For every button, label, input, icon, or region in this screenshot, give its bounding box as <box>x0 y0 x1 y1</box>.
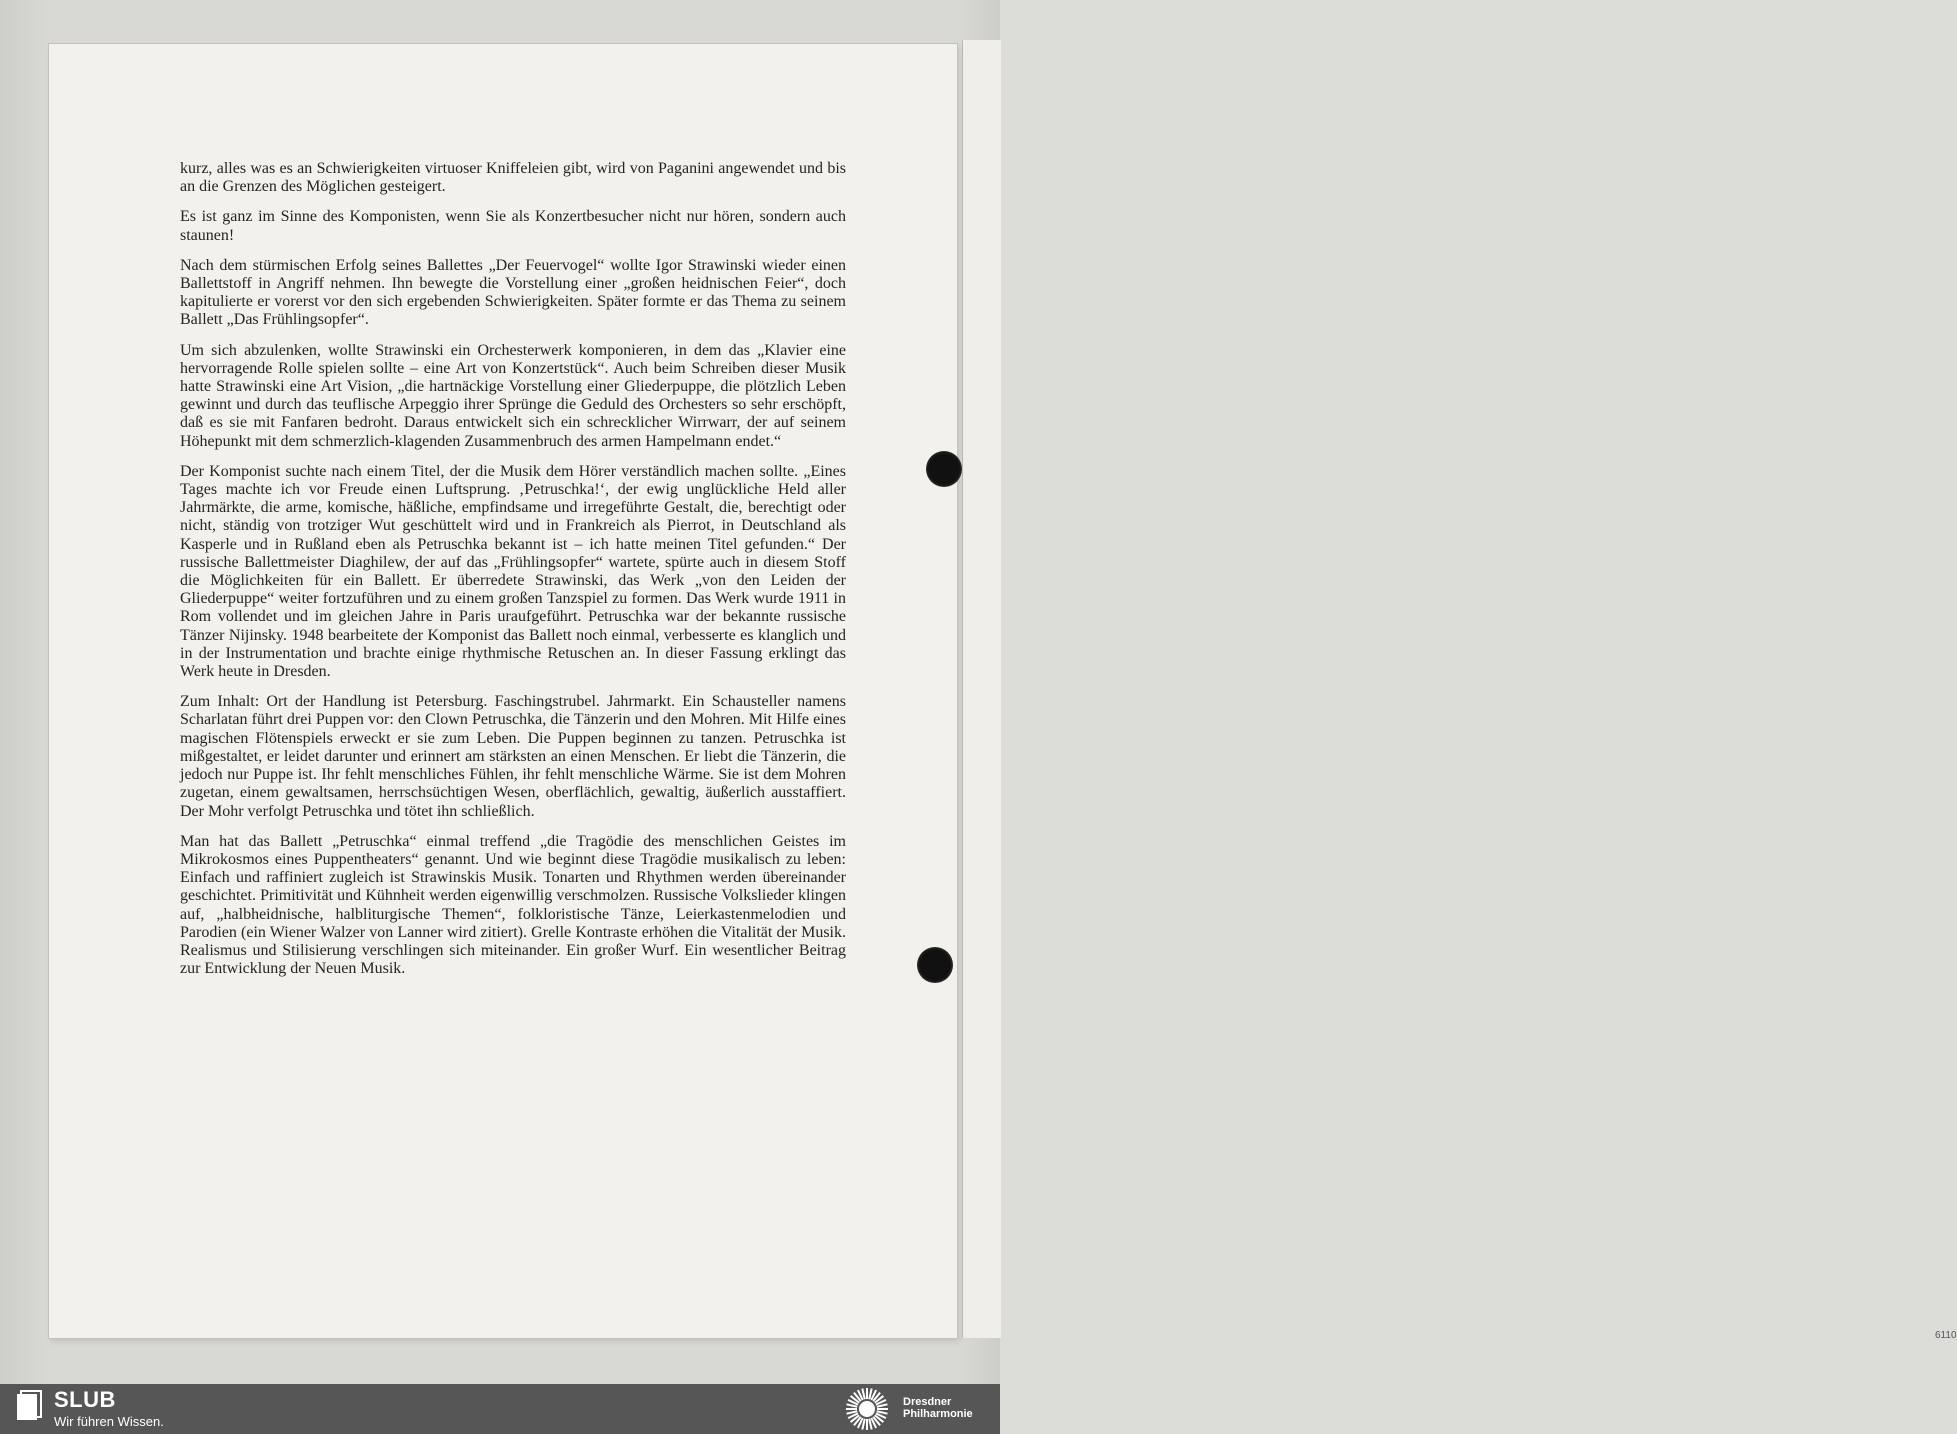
paragraph: Der Komponist suchte nach einem Titel, der die Musik dem Hörer verständlich machen sollte. „Eines Tages machte ich vor Freude einen Luftsprung. ‚Petruschka!‘, der ewig unglückliche Held aller Jahrmärkte, die arme, komische, häßliche, empfindsame und irregeführte Gestalt, die, berechtigt oder nicht, ständig von trotziger Wut geschüttelt wird und in Frankreich als Pierrot, in Deutschland als Kasperle und in Rußland eben als Petruschka bekannt ist – ich hatte meinen Titel gefunden.“ Der russische Ballettmeister Diaghilew, der auf das „Frühlingsopfer“ wartete, spürte auch in diesem Stoff die Möglichkeiten für ein Ballett. Er überredete Strawinski, das Werk „von den Leiden der Gliederpuppe“ weiter fortzuführen und zu einem großen Tanzspiel zu formen. Das Werk wurde 1911 in Rom vollendet und im gleichen Jahre in Paris uraufgeführt. Petruschka war der bekannte russische Tänzer Nijinsky. 1948 bearbeitete der Komponist das Ballett noch einmal, verbesserte es klanglich und in der Instrumentation und brachte einige rhythmische Retuschen an. In dieser Fassung erklingt das Werk heute in Dresden. <box>180 462 846 681</box>
page-number: 6110 <box>1935 1330 1957 1341</box>
paragraph: kurz, alles was es an Schwierigkeiten virtuoser Kniffeleien gibt, wird von Paganini angewendet und bis an die Grenzen des Möglichen gesteigert. <box>180 160 846 196</box>
slub-tagline: Wir führen Wissen. <box>54 1414 164 1429</box>
philharmonie-name-line2: Philharmonie <box>903 1408 973 1420</box>
slub-name[interactable]: SLUB <box>54 1387 116 1412</box>
body-text <box>180 160 846 990</box>
punch-hole <box>926 451 962 487</box>
footer-bar <box>0 1384 1000 1434</box>
punch-hole <box>917 947 953 983</box>
next-page-edge <box>962 40 1957 1341</box>
philharmonie-name[interactable] <box>903 1396 973 1420</box>
sunburst-logo-icon[interactable] <box>843 1386 891 1432</box>
paragraph: Man hat das Ballett „Petruschka“ einmal treffend „die Tragödie des menschlichen Geistes im Mikrokosmos eines Puppentheaters“ genannt. Und wie beginnt diese Tragödie musikalisch zu leben: Einfach und raffiniert zugleich ist Strawinskis Musik. Tonarten und Rhythmen werden übereinander geschichtet. Primitivität und Kühnheit werden eigenwillig verschmolzen. Russische Volkslieder klingen auf, „halbheidnische, halbliturgische Themen“, folkloristische Tänze, Leierkastenmelodien und Parodien (ein Wiener Walzer von Lanner wird zitiert). Grelle Kontraste erhöhen die Vitalität der Musik. Realismus und Stilisierung verschlingen sich miteinander. Ein großer Wurf. Ein wesentlicher Beitrag zur Entwicklung der Neuen Musik. <box>180 832 846 978</box>
paragraph: Es ist ganz im Sinne des Komponisten, wenn Sie als Konzertbesucher nicht nur hören, sondern auch staunen! <box>180 208 846 244</box>
philharmonie-name-line1: Dresdner <box>903 1396 952 1408</box>
paragraph: Zum Inhalt: Ort der Handlung ist Petersburg. Faschingstrubel. Jahrmarkt. Ein Schausteller namens Scharlatan führt drei Puppen vor: den Clown Petruschka, die Tänzerin und den Mohren. Mit Hilfe eines magischen Flötenspiels erweckt er sie zum Leben. Die Puppen beginnen zu tanzen. Petruschka ist mißgestaltet, er leidet darunter und erinnert am stärksten an einen Menschen. Er liebt die Tänzerin, die jedoch nur Puppe ist. Ihr fehlt menschliches Fühlen, ihr fehlt menschliche Wärme. Sie ist dem Mohren zugetan, einem gewaltsamen, herrschsüchtigen Wesen, oberflächlich, gewaltig, äußerlich ausstaffiert. Der Mohr verfolgt Petruschka und tötet ihn schließlich. <box>180 693 846 820</box>
slub-book-icon[interactable] <box>12 1390 44 1422</box>
paragraph: Um sich abzulenken, wollte Strawinski ein Orchesterwerk komponieren, in dem das „Klavier eine hervorragende Rolle spielen sollte – eine Art von Konzertstück“. Auch beim Schreiben dieser Musik hatte Strawinski eine Art Vision, „die hartnäckige Vorstellung einer Gliederpuppe, die plötzlich Leben gewinnt und durch das teuflische Arpeggio ihrer Sprünge die Geduld des Orchesters so sehr erschöpft, daß es sie mit Fanfaren bedroht. Daraus entwickelt sich ein schrecklicher Wirrwarr, der auf seinem Höhepunkt mit dem schmerzlich-klagenden Zusammenbruch des armen Hampelmann endet.“ <box>180 341 846 450</box>
paragraph: Nach dem stürmischen Erfolg seines Ballettes „Der Feuervogel“ wollte Igor Strawinski wieder einen Ballettstoff in Angriff nehmen. Ihn bewegte die Vorstellung einer „großen heidnischen Feier“, doch kapitulierte er vorerst vor den sich ergebenden Schwierigkeiten. Später formte er das Thema zu seinem Ballett „Das Frühlingsopfer“. <box>180 256 846 329</box>
